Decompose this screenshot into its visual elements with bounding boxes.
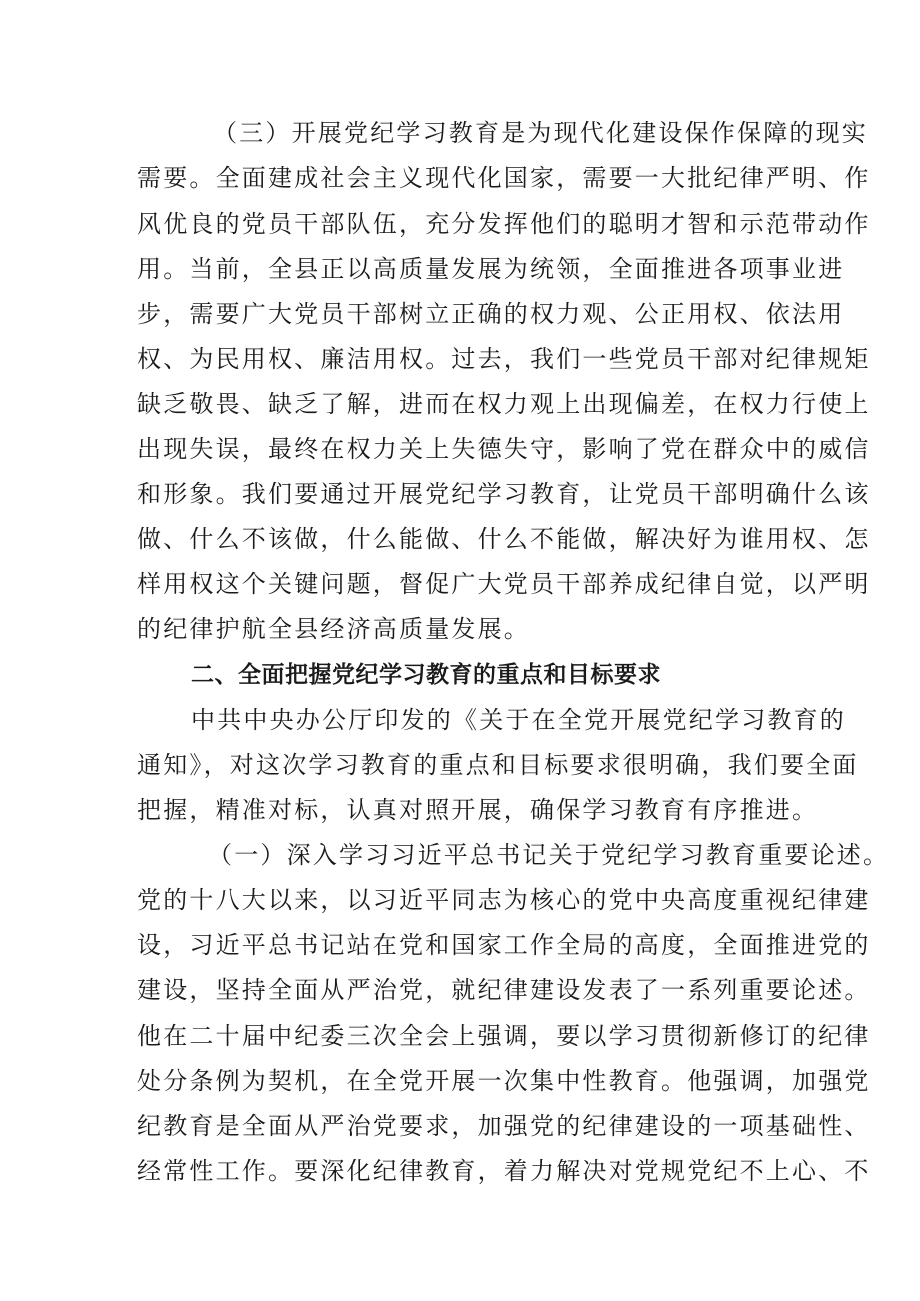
subsection-1-line-7: 纪教育是全面从严治党要求，加强党的纪律建设的一项基础性、 bbox=[137, 1112, 871, 1140]
paragraph-3-line-3: 风优良的党员干部队伍，充分发挥他们的聪明才智和示范带动作 bbox=[137, 210, 871, 238]
paragraph-3-line-1: （三）开展党纪学习教育是为现代化建设保作保障的现实 bbox=[213, 119, 868, 147]
paragraph-3-line-4: 用。当前，全县正以高质量发展为统领，全面推进各项事业进 bbox=[137, 255, 845, 283]
subsection-1-line-1: （一）深入学习习近平总书记关于党纪学习教育重要论述。 bbox=[208, 841, 890, 869]
section-2-heading: 二、全面把握党纪学习教育的重点和目标要求 bbox=[191, 662, 661, 688]
paragraph-3-line-10: 做、什么不该做，什么能做、什么不能做，解决好为谁用权、怎 bbox=[137, 525, 871, 553]
subsection-1-line-4: 建设，坚持全面从严治党，就纪律建设发表了一系列重要论述。 bbox=[137, 976, 871, 1004]
paragraph-3-line-11: 样用权这个关键问题，督促广大党员干部养成纪律自觉，以严明 bbox=[137, 570, 871, 598]
paragraph-3-line-8: 出现失误，最终在权力关上失德失守，影响了党在群众中的威信 bbox=[137, 435, 871, 463]
subsection-1-line-6: 处分条例为契机，在全党开展一次集中性教育。他强调，加强党 bbox=[137, 1067, 871, 1095]
paragraph-3-line-7: 缺乏敬畏、缺乏了解，进而在权力观上出现偏差，在权力行使上 bbox=[137, 390, 871, 418]
paragraph-3-line-12: 的纪律护航全县经济高质量发展。 bbox=[137, 615, 530, 643]
subsection-1-line-5: 他在二十届中纪委三次全会上强调，要以学习贯彻新修订的纪律 bbox=[137, 1022, 871, 1050]
paragraph-3-line-2: 需要。全面建成社会主义现代化国家，需要一大批纪律严明、作 bbox=[137, 164, 871, 192]
subsection-1-line-3: 设，习近平总书记站在党和国家工作全局的高度，全面推进党的 bbox=[137, 931, 871, 959]
subsection-1-line-2: 党的十八大以来，以习近平同志为核心的党中央高度重视纪律建 bbox=[137, 886, 871, 914]
paragraph-3-line-5: 步，需要广大党员干部树立正确的权力观、公正用权、依法用 bbox=[137, 300, 845, 328]
paragraph-3-line-6: 权、为民用权、廉洁用权。过去，我们一些党员干部对纪律规矩 bbox=[137, 345, 871, 373]
subsection-1-line-8: 经常性工作。要深化纪律教育，着力解决对党规党纪不上心、不 bbox=[137, 1157, 871, 1185]
section-2-intro-line-2: 通知》，对这次学习教育的重点和目标要求很明确，我们要全面 bbox=[137, 751, 859, 779]
section-2-intro-line-3: 把握，精准对标，认真对照开展，确保学习教育有序推进。 bbox=[137, 796, 819, 824]
section-2-intro-line-1: 中共中央办公厅印发的《关于在全党开展党纪学习教育的 bbox=[191, 706, 846, 734]
paragraph-3-line-9: 和形象。我们要通过开展党纪学习教育，让党员干部明确什么该 bbox=[137, 480, 871, 508]
